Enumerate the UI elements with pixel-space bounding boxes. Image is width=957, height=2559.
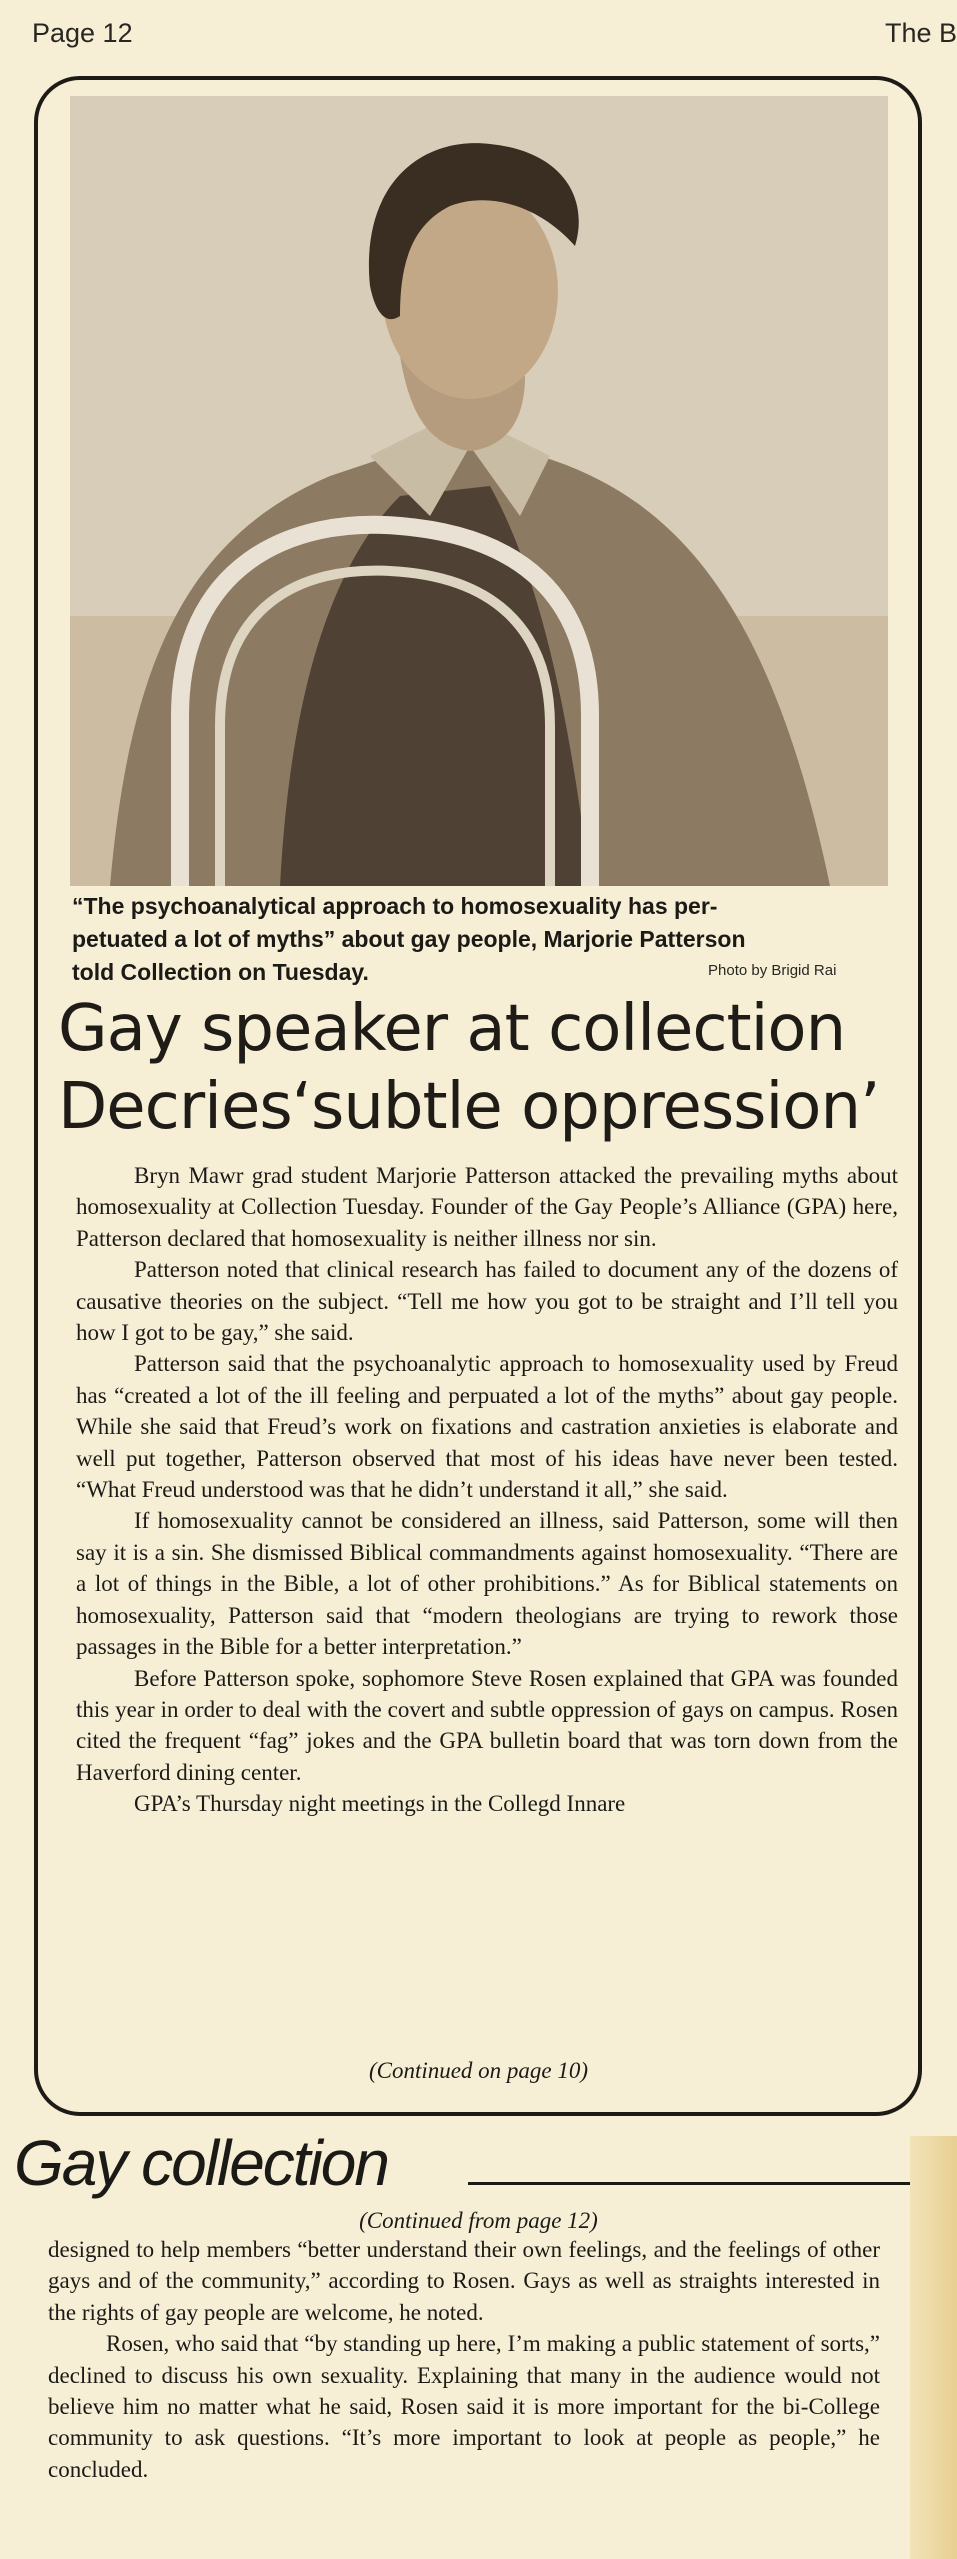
article-photo <box>70 96 888 886</box>
continuation-title-rule <box>468 2182 910 2185</box>
continuation-paragraph: Rosen, who said that “by standing up here, I’m making a public statement of sorts,” declined to discuss his own sexuality. Explaining that many in the audience would not believe him no matter what he said, Rosen said it is more important for the bi-College community to ask questions. “It’s more important to look at people as people,” he concluded. <box>48 2331 880 2482</box>
article-paragraph: GPA’s Thursday night meetings in the Collegd Innare <box>134 1791 626 1817</box>
continued-note: (Continued on page 10) <box>368 2058 589 2083</box>
continued-from-note: (Continued from page 12) <box>359 2208 598 2233</box>
continuation-paragraph: designed to help members “better understand their own feelings, and the feelings of other gays and of the community,” according to Rosen. Gays as well as straights interested in the rights of gay people are welcome, he noted. <box>48 2237 880 2325</box>
caption-line: told Collection on Tuesday. <box>72 959 369 985</box>
article-paragraph: Patterson noted that clinical research has failed to document any of the dozens of causative theories on the subject. “Tell me how you got to be straight and I’ll tell you how I got to be gay,” she said. <box>76 1257 898 1346</box>
article-paragraph: If homosexuality cannot be considered an illness, said Patterson, some will then say it is a sin. She dismissed Biblical commandments against homosexuality. “There are a lot of things in the Bible, a lot of other prohibitions.” As for Biblical statements on homosexuality, Patterson said that “modern theologians are trying to rework those passages in the Bible for a better interpretation.” <box>76 1508 898 1660</box>
caption-line: “The psychoanalytical approach to homosexuality has per- <box>72 893 718 919</box>
headline-line-1: Gay speaker at collection <box>58 992 846 1066</box>
article-paragraph: Patterson said that the psychoanalytic approach to homosexuality used by Freud has “created a lot of the ill feeling and perpuated a lot of the myths” about gay people. While she said that Freud’s work on fixations and castration anxieties is elaborate and well put together, Patterson observed that most of his ideas have never been tested. “What Freud understood was that he didn’t understand it all,” she said. <box>76 1351 898 1503</box>
article-body <box>76 1160 898 1820</box>
page-header <box>32 18 957 58</box>
photo-credit: Photo by Brigid Rai <box>708 962 837 979</box>
page-number: Page 12 <box>32 18 133 48</box>
continuation-body <box>48 2234 880 2485</box>
publication-name: The B <box>884 18 957 48</box>
continuation-title: Gay collection <box>14 2127 388 2199</box>
photo-illustration <box>70 96 888 886</box>
adjacent-page-edge <box>910 2136 957 2559</box>
article-paragraph: Before Patterson spoke, sophomore Steve Rosen explained that GPA was founded this year in order to deal with the covert and subtle oppression of gays on campus. Rosen cited the frequent “fag” jokes and the GPA bulletin board that was torn down from the Haverford dining center. <box>76 1665 898 1785</box>
caption-line: petuated a lot of myths” about gay people, Marjorie Patterson <box>72 926 746 952</box>
article-paragraph: Bryn Mawr grad student Marjorie Patterson attacked the prevailing myths about homosexuality at Collection Tuesday. Founder of the Gay People’s Alliance (GPA) here, Patterson declared that homosexuality is neither illness nor sin. <box>76 1163 898 1251</box>
headline-line-2: Decries‘subtle oppression’ <box>58 1070 880 1144</box>
